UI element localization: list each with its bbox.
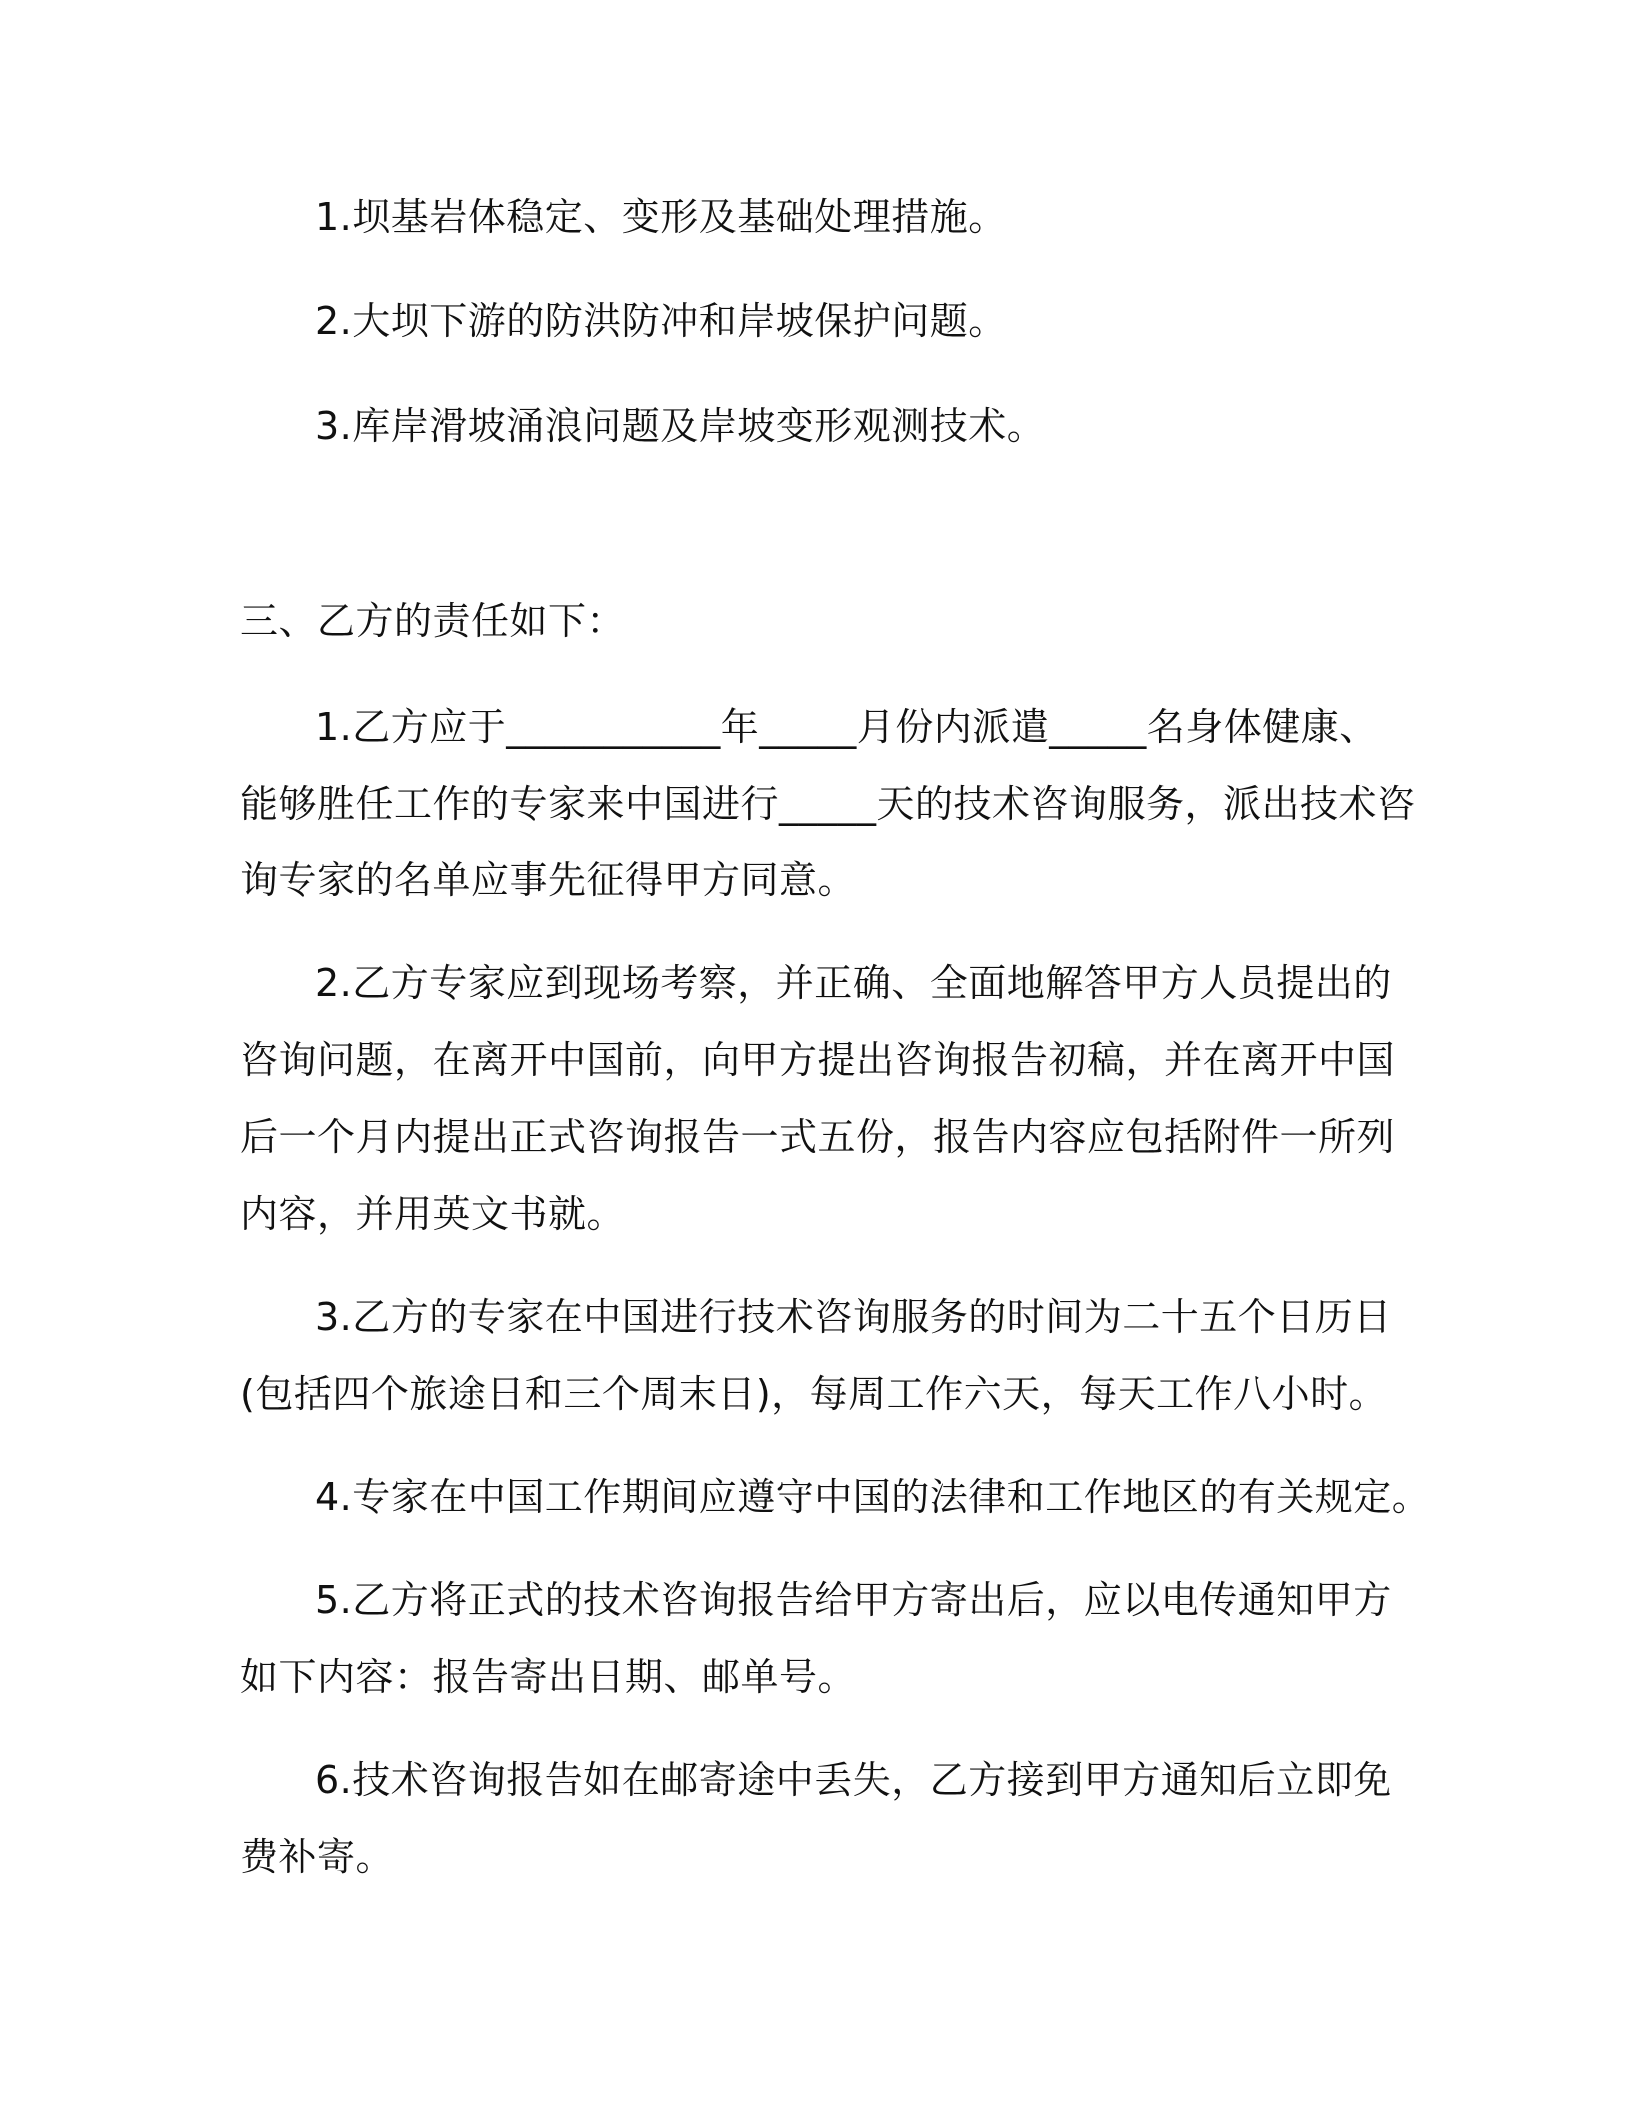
list-item-1: 1.坝基岩体稳定、变形及基础处理措施。 xyxy=(315,195,1007,239)
clause-line: 如下内容：报告寄出日期、邮单号。 xyxy=(240,1655,857,1699)
clause-line: 3.乙方的专家在中国进行技术咨询服务的时间为二十五个日历日 xyxy=(315,1295,1392,1339)
clause-line: 能够胜任工作的专家来中国进行_____天的技术咨询服务，派出技术咨 xyxy=(240,782,1416,826)
list-item-2: 2.大坝下游的防洪防冲和岸坡保护问题。 xyxy=(315,299,1007,343)
clause-line: 咨询问题，在离开中国前，向甲方提出咨询报告初稿，并在离开中国 xyxy=(240,1038,1396,1082)
clause-line: (包括四个旅途日和三个周末日)，每周工作六天，每天工作八小时。 xyxy=(240,1372,1388,1416)
clause-line: 4.专家在中国工作期间应遵守中国的法律和工作地区的有关规定。 xyxy=(315,1475,1431,1519)
clause-line: 1.乙方应于___________年_____月份内派遣_____名身体健康、 xyxy=(315,705,1378,749)
clause-line: 内容，并用英文书就。 xyxy=(240,1192,626,1236)
clause-line: 5.乙方将正式的技术咨询报告给甲方寄出后，应以电传通知甲方 xyxy=(315,1578,1392,1622)
clause-line: 2.乙方专家应到现场考察，并正确、全面地解答甲方人员提出的 xyxy=(315,961,1392,1005)
clause-line: 费补寄。 xyxy=(240,1835,395,1879)
clause-line: 6.技术咨询报告如在邮寄途中丢失，乙方接到甲方通知后立即免 xyxy=(315,1758,1392,1802)
clause-line: 后一个月内提出正式咨询报告一式五份，报告内容应包括附件一所列 xyxy=(240,1115,1396,1159)
list-item-3: 3.库岸滑坡涌浪问题及岸坡变形观测技术。 xyxy=(315,404,1046,448)
clause-line: 询专家的名单应事先征得甲方同意。 xyxy=(240,858,857,902)
section-heading: 三、乙方的责任如下： xyxy=(240,599,626,643)
